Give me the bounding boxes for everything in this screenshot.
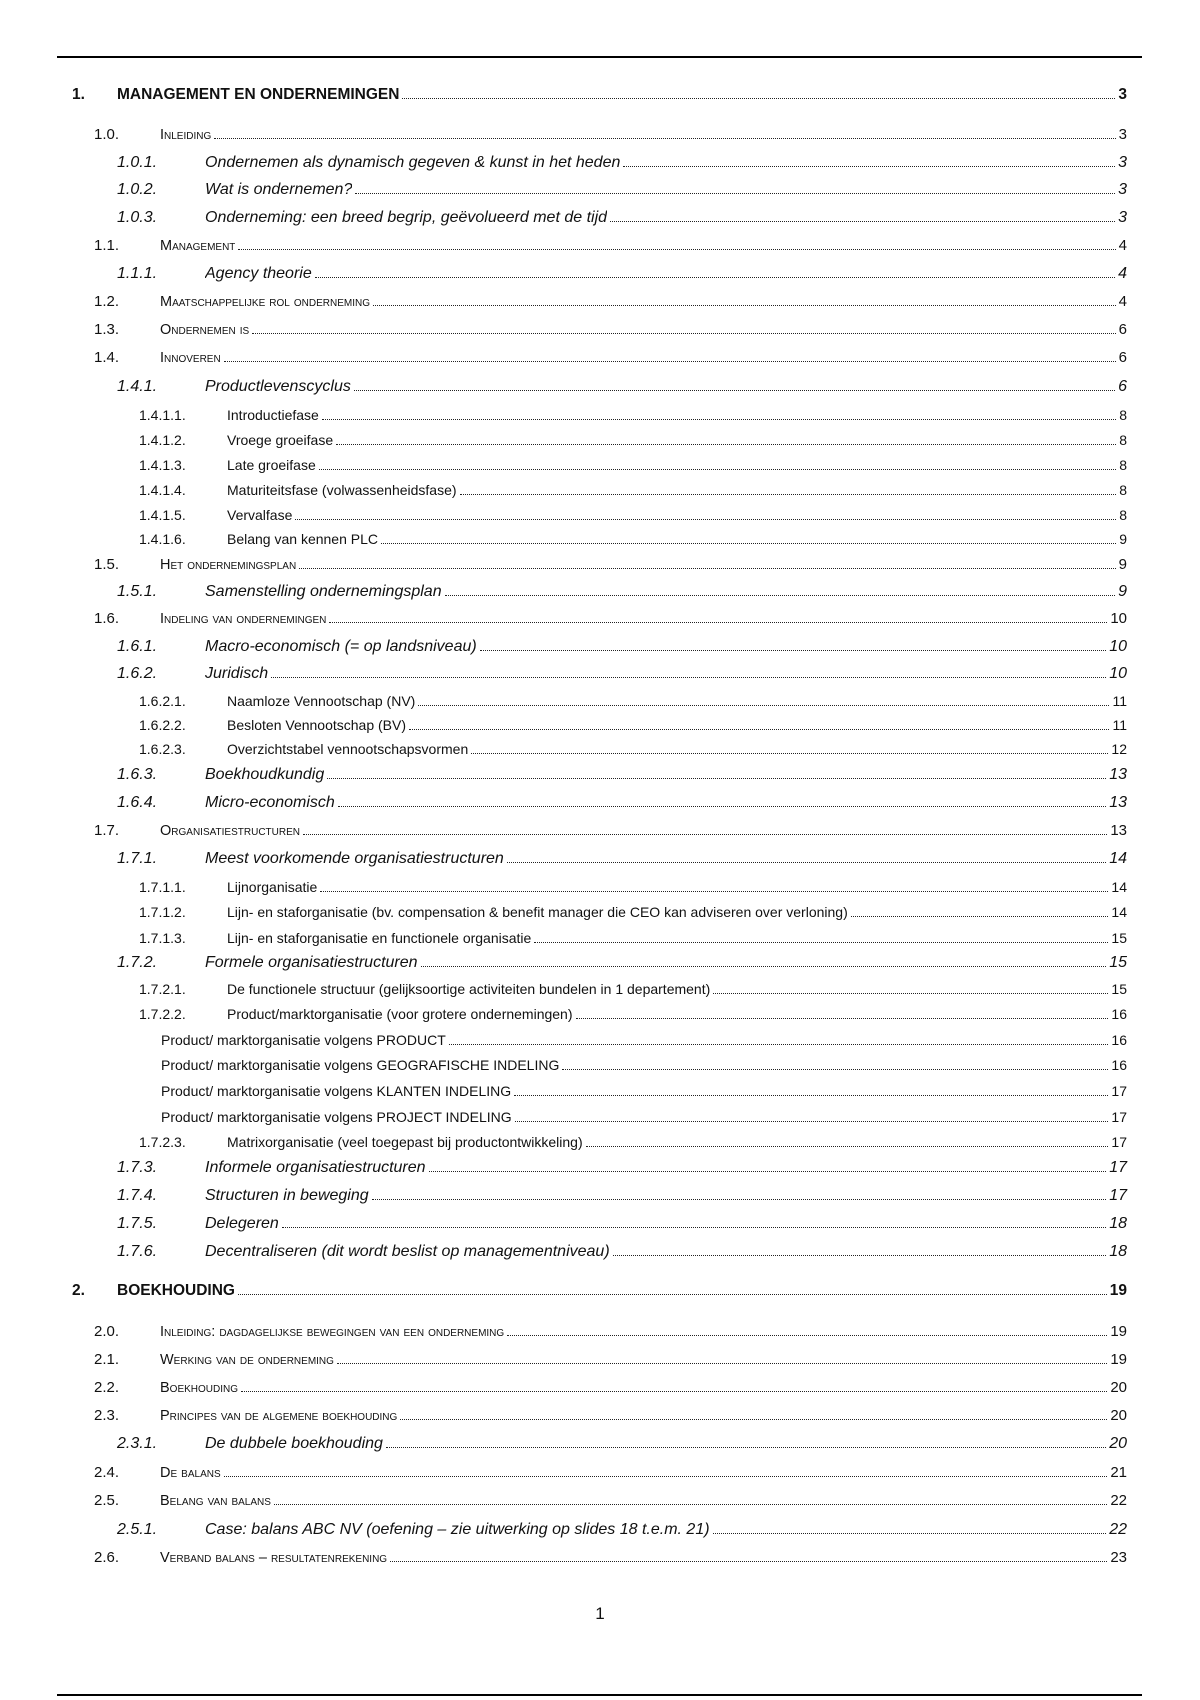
toc-entry-number: 1.7.2.1. bbox=[139, 981, 186, 997]
toc-dot-leader bbox=[214, 138, 1115, 139]
toc-dot-leader bbox=[386, 1447, 1106, 1448]
toc-entry-page: 17 bbox=[1111, 1109, 1127, 1125]
toc-entry-number: 1.5.1. bbox=[117, 583, 158, 600]
toc-entry[interactable] bbox=[72, 207, 1127, 229]
toc-entry[interactable] bbox=[72, 581, 1127, 603]
toc-entry-number: 2.6. bbox=[94, 1549, 120, 1566]
toc-entry-title: Micro-economisch bbox=[205, 794, 335, 811]
toc-entry-title: Innoveren bbox=[160, 350, 221, 366]
toc-entry-number: 1.4.1.1. bbox=[139, 407, 186, 423]
toc-entry[interactable] bbox=[72, 528, 1127, 550]
toc-entry-title: Onderneming: een breed begrip, geëvolueerd met de tijd bbox=[205, 209, 608, 226]
toc-entry[interactable] bbox=[72, 1157, 1127, 1179]
toc-entry[interactable] bbox=[72, 179, 1127, 201]
toc-entry-title: BOEKHOUDING bbox=[117, 1282, 235, 1299]
toc-entry[interactable] bbox=[72, 1349, 1127, 1371]
toc-entry-title: Product/ marktorganisatie volgens PRODUCT bbox=[161, 1032, 446, 1048]
toc-entry-page: 20 bbox=[1110, 1379, 1127, 1396]
toc-dot-leader bbox=[373, 305, 1116, 306]
toc-entry-page: 8 bbox=[1119, 407, 1127, 423]
toc-entry[interactable] bbox=[72, 636, 1127, 658]
toc-entry-title: Belang van kennen PLC bbox=[227, 531, 378, 547]
toc-entry-number: 2.5.1. bbox=[117, 1521, 158, 1538]
toc-entry-title: Juridisch bbox=[205, 665, 269, 682]
toc-entry[interactable] bbox=[72, 84, 1127, 106]
toc-entry[interactable] bbox=[72, 848, 1127, 870]
toc-entry[interactable] bbox=[72, 901, 1127, 923]
toc-entry[interactable] bbox=[72, 714, 1127, 736]
toc-entry[interactable] bbox=[72, 263, 1127, 285]
toc-entry-page: 8 bbox=[1119, 482, 1127, 498]
toc-entry-page: 4 bbox=[1118, 293, 1127, 310]
toc-dot-leader bbox=[507, 862, 1106, 863]
toc-entry[interactable] bbox=[72, 1321, 1127, 1343]
toc-dot-leader bbox=[471, 753, 1108, 754]
toc-entry-page: 18 bbox=[1109, 1215, 1127, 1232]
toc-dot-leader bbox=[515, 1121, 1109, 1122]
toc-entry-number: 1.0. bbox=[94, 126, 120, 143]
toc-entry[interactable] bbox=[72, 1185, 1127, 1207]
toc-entry-page: 9 bbox=[1118, 583, 1127, 600]
toc-entry-title: Verband balans – resultatenrekening bbox=[160, 1550, 388, 1566]
toc-dot-leader bbox=[409, 729, 1109, 730]
toc-entry-number: 1.5. bbox=[94, 556, 120, 573]
toc-entry-page: 16 bbox=[1111, 1057, 1127, 1073]
toc-dot-leader bbox=[445, 595, 1116, 596]
toc-entry-page: 8 bbox=[1119, 507, 1127, 523]
toc-entry[interactable] bbox=[72, 429, 1127, 451]
toc-entry-page: 16 bbox=[1111, 1032, 1127, 1048]
toc-entry-number: 2.3. bbox=[94, 1407, 120, 1424]
toc-entry-number: 1.6.2.2. bbox=[139, 717, 186, 733]
toc-entry-number: 1.4.1.5. bbox=[139, 507, 186, 523]
toc-entry[interactable] bbox=[72, 1106, 1127, 1128]
toc-entry[interactable] bbox=[72, 554, 1127, 576]
toc-entry[interactable] bbox=[72, 319, 1127, 341]
toc-entry-title: Principes van de algemene boekhouding bbox=[160, 1408, 398, 1424]
toc-entry-number: 1.2. bbox=[94, 293, 120, 310]
toc-entry-page: 15 bbox=[1111, 930, 1127, 946]
toc-entry-title: Lijnorganisatie bbox=[227, 879, 318, 895]
toc-entry-title: Ondernemen als dynamisch gegeven & kunst in het heden bbox=[205, 154, 621, 171]
toc-entry-page: 14 bbox=[1111, 879, 1127, 895]
toc-entry[interactable] bbox=[72, 876, 1127, 898]
toc-entry-page: 11 bbox=[1112, 717, 1127, 733]
toc-dot-leader bbox=[586, 1146, 1109, 1147]
toc-entry-number: 1.4. bbox=[94, 349, 120, 366]
toc-entry[interactable] bbox=[72, 1547, 1127, 1569]
toc-dot-leader bbox=[338, 806, 1106, 807]
toc-entry-title: Late groeifase bbox=[227, 457, 316, 473]
toc-dot-leader bbox=[372, 1199, 1107, 1200]
toc-entry-number: 2.4. bbox=[94, 1464, 120, 1481]
toc-entry-page: 6 bbox=[1118, 349, 1127, 366]
toc-entry-number: 1.0.2. bbox=[117, 181, 158, 198]
toc-entry[interactable] bbox=[72, 663, 1127, 685]
toc-dot-leader bbox=[315, 277, 1115, 278]
toc-entry[interactable] bbox=[72, 347, 1127, 369]
toc-entry-title: De dubbele boekhouding bbox=[205, 1435, 383, 1452]
toc-entry-page: 18 bbox=[1109, 1243, 1127, 1260]
toc-entry-page: 12 bbox=[1111, 741, 1127, 757]
toc-entry-page: 17 bbox=[1111, 1083, 1127, 1099]
toc-entry-number: 1.7.1. bbox=[117, 850, 158, 867]
toc-entry[interactable] bbox=[72, 1213, 1127, 1235]
toc-entry-title: Product/ marktorganisatie volgens GEOGRAFISCHE INDELING bbox=[161, 1057, 560, 1073]
toc-entry-number: 1.7. bbox=[94, 822, 120, 839]
toc-entry-title: Wat is ondernemen? bbox=[205, 181, 353, 198]
toc-dot-leader bbox=[319, 469, 1116, 470]
toc-entry-title: Boekhoudkundig bbox=[205, 766, 325, 783]
toc-dot-leader bbox=[713, 993, 1108, 994]
toc-entry-number: 1.7.4. bbox=[117, 1187, 158, 1204]
toc-entry-page: 10 bbox=[1109, 665, 1127, 682]
toc-entry-page: 17 bbox=[1109, 1187, 1127, 1204]
header-rule bbox=[57, 56, 1142, 58]
toc-entry-number: 1.0.3. bbox=[117, 209, 158, 226]
toc-dot-leader bbox=[514, 1095, 1108, 1096]
toc-entry-title: Case: balans ABC NV (oefening – zie uitwerking op slides 18 t.e.m. 21) bbox=[205, 1521, 710, 1538]
toc-dot-leader bbox=[282, 1227, 1106, 1228]
toc-entry-title: Structuren in beweging bbox=[205, 1187, 369, 1204]
toc-dot-leader bbox=[421, 966, 1107, 967]
toc-entry-page: 11 bbox=[1112, 693, 1127, 709]
toc-entry-page: 6 bbox=[1118, 321, 1127, 338]
toc-entry-number: 1.7.3. bbox=[117, 1159, 158, 1176]
toc-entry-page: 17 bbox=[1109, 1159, 1127, 1176]
toc-dot-leader bbox=[299, 568, 1115, 569]
toc-dot-leader bbox=[336, 444, 1116, 445]
toc-entry-page: 8 bbox=[1119, 457, 1127, 473]
toc-entry-title: Delegeren bbox=[205, 1215, 279, 1232]
toc-entry-title: Meest voorkomende organisatiestructuren bbox=[205, 850, 504, 867]
toc-entry-title: Organisatiestructuren bbox=[160, 823, 300, 839]
toc-dot-leader bbox=[507, 1335, 1107, 1336]
toc-dot-leader bbox=[252, 333, 1115, 334]
toc-entry-title: Macro-economisch (= op landsniveau) bbox=[205, 638, 477, 655]
toc-entry[interactable] bbox=[72, 1490, 1127, 1512]
toc-dot-leader bbox=[303, 834, 1107, 835]
toc-entry-page: 23 bbox=[1110, 1549, 1127, 1566]
toc-entry[interactable] bbox=[72, 504, 1127, 526]
toc-dot-leader bbox=[400, 1419, 1107, 1420]
toc-dot-leader bbox=[418, 705, 1109, 706]
toc-entry[interactable] bbox=[72, 291, 1127, 313]
toc-entry-number: 1.6. bbox=[94, 610, 120, 627]
toc-dot-leader bbox=[381, 543, 1116, 544]
toc-dot-leader bbox=[851, 916, 1109, 917]
toc-entry[interactable] bbox=[72, 1080, 1127, 1102]
toc-dot-leader bbox=[576, 1018, 1109, 1019]
toc-entry-page: 10 bbox=[1110, 610, 1127, 627]
toc-entry-number: 1.4.1.3. bbox=[139, 457, 186, 473]
toc-entry-page: 3 bbox=[1118, 154, 1127, 171]
toc-entry-title: Matrixorganisatie (veel toegepast bij productontwikkeling) bbox=[227, 1134, 583, 1150]
toc-entry-number: 2.1. bbox=[94, 1351, 120, 1368]
toc-entry-page: 4 bbox=[1118, 265, 1127, 282]
toc-entry[interactable] bbox=[72, 1003, 1127, 1025]
toc-entry[interactable] bbox=[72, 1029, 1127, 1051]
toc-entry-page: 8 bbox=[1119, 432, 1127, 448]
toc-entry-title: Formele organisatiestructuren bbox=[205, 954, 418, 971]
toc-entry-page: 3 bbox=[1118, 181, 1127, 198]
toc-entry[interactable] bbox=[72, 952, 1127, 974]
toc-entry-number: 1.1. bbox=[94, 237, 120, 254]
toc-entry-title: De balans bbox=[160, 1465, 221, 1481]
toc-dot-leader bbox=[623, 166, 1115, 167]
toc-entry-title: Overzichtstabel vennootschapsvormen bbox=[227, 741, 469, 757]
toc-entry-number: 1.6.3. bbox=[117, 766, 158, 783]
toc-entry[interactable] bbox=[72, 820, 1127, 842]
toc-entry-number: 1.6.2. bbox=[117, 665, 158, 682]
toc-entry-title: Ondernemen is bbox=[160, 322, 250, 338]
page-number: 1 bbox=[595, 1604, 605, 1623]
toc-entry-page: 20 bbox=[1109, 1435, 1127, 1452]
toc-entry-page: 3 bbox=[1118, 209, 1127, 226]
toc-entry-page: 14 bbox=[1111, 904, 1127, 920]
toc-entry-number: 1.6.2.3. bbox=[139, 741, 186, 757]
toc-entry-page: 10 bbox=[1109, 638, 1127, 655]
toc-entry-title: Werking van de onderneming bbox=[160, 1352, 334, 1368]
toc-entry-title: Samenstelling ondernemingsplan bbox=[205, 583, 442, 600]
toc-entry-number: 2.3.1. bbox=[117, 1435, 158, 1452]
toc-entry-number: 1.6.1. bbox=[117, 638, 158, 655]
toc-dot-leader bbox=[327, 778, 1106, 779]
toc-entry-number: 1.7.1.3. bbox=[139, 930, 186, 946]
toc-entry-page: 3 bbox=[1118, 126, 1127, 143]
toc-entry-number: 1.7.2. bbox=[117, 954, 158, 971]
toc-dot-leader bbox=[534, 942, 1108, 943]
toc-entry-title: Product/marktorganisatie (voor grotere ondernemingen) bbox=[227, 1006, 573, 1022]
toc-dot-leader bbox=[449, 1044, 1109, 1045]
toc-entry-number: 1.7.1.1. bbox=[139, 879, 186, 895]
toc-dot-leader bbox=[460, 494, 1117, 495]
toc-entry-number: 1.4.1.4. bbox=[139, 482, 186, 498]
toc-entry[interactable] bbox=[72, 1519, 1127, 1541]
toc-entry-title: Boekhouding bbox=[160, 1380, 239, 1396]
toc-entry-title: De functionele structuur (gelijksoortige activiteiten bundelen in 1 departement) bbox=[227, 981, 711, 997]
toc-entry-number: 1.7.1.2. bbox=[139, 904, 186, 920]
toc-dot-leader bbox=[337, 1363, 1107, 1364]
toc-entry-page: 22 bbox=[1109, 1521, 1127, 1538]
toc-entry[interactable] bbox=[72, 764, 1127, 786]
toc-entry-number: 2.2. bbox=[94, 1379, 120, 1396]
toc-entry-number: 2.0. bbox=[94, 1323, 120, 1340]
toc-dot-leader bbox=[355, 193, 1115, 194]
toc-entry-title: Product/ marktorganisatie volgens KLANTEN INDELING bbox=[161, 1083, 512, 1099]
toc-entry-number: 1.4.1. bbox=[117, 378, 158, 395]
toc-dot-leader bbox=[295, 519, 1116, 520]
toc-entry[interactable] bbox=[72, 1462, 1127, 1484]
toc-entry[interactable] bbox=[72, 1280, 1127, 1302]
toc-entry-title: Belang van balans bbox=[160, 1493, 271, 1509]
toc-entry[interactable] bbox=[72, 1377, 1127, 1399]
toc-entry-page: 20 bbox=[1110, 1407, 1127, 1424]
toc-entry[interactable] bbox=[72, 376, 1127, 398]
toc-dot-leader bbox=[713, 1533, 1107, 1534]
toc-entry-number: 1.4.1.6. bbox=[139, 531, 186, 547]
toc-entry[interactable] bbox=[72, 1241, 1127, 1263]
toc-entry-number: 1. bbox=[72, 86, 85, 103]
toc-dot-leader bbox=[238, 249, 1115, 250]
toc-dot-leader bbox=[613, 1255, 1107, 1256]
toc-entry-number: 1.7.5. bbox=[117, 1215, 158, 1232]
toc-dot-leader bbox=[390, 1561, 1107, 1562]
toc-entry-number: 1.1.1. bbox=[117, 265, 158, 282]
toc-entry-title: Inleiding: dagdagelijkse bewegingen van een onderneming bbox=[160, 1324, 505, 1340]
toc-entry-page: 15 bbox=[1109, 954, 1127, 971]
toc-entry-title: Besloten Vennootschap (BV) bbox=[227, 717, 407, 733]
toc-entry-title: MANAGEMENT EN ONDERNEMINGEN bbox=[117, 86, 400, 103]
toc-dot-leader bbox=[480, 650, 1107, 651]
toc-dot-leader bbox=[224, 1476, 1108, 1477]
toc-entry[interactable] bbox=[72, 479, 1127, 501]
toc-entry-title: Informele organisatiestructuren bbox=[205, 1159, 426, 1176]
toc-entry-page: 13 bbox=[1110, 822, 1127, 839]
toc-dot-leader bbox=[354, 390, 1115, 391]
toc-entry-page: 21 bbox=[1110, 1464, 1127, 1481]
toc-dot-leader bbox=[274, 1504, 1107, 1505]
toc-entry-title: Productlevenscyclus bbox=[205, 378, 351, 395]
toc-entry-title: Vervalfase bbox=[227, 507, 293, 523]
toc-entry-number: 1.7.2.3. bbox=[139, 1134, 186, 1150]
toc-entry-title: Inleiding bbox=[160, 127, 212, 143]
toc-entry-title: Product/ marktorganisatie volgens PROJECT INDELING bbox=[161, 1109, 512, 1125]
toc-entry-number: 1.4.1.2. bbox=[139, 432, 186, 448]
toc-entry-page: 6 bbox=[1118, 378, 1127, 395]
toc-dot-leader bbox=[241, 1391, 1107, 1392]
toc-entry-page: 19 bbox=[1110, 1323, 1127, 1340]
toc-entry-number: 1.3. bbox=[94, 321, 120, 338]
toc-entry-page: 13 bbox=[1109, 794, 1127, 811]
toc-entry-title: Maturiteitsfase (volwassenheidsfase) bbox=[227, 482, 457, 498]
toc-entry-page: 15 bbox=[1111, 981, 1127, 997]
toc-entry[interactable] bbox=[72, 927, 1127, 949]
toc-entry[interactable] bbox=[72, 1433, 1127, 1455]
footer-rule bbox=[57, 1694, 1142, 1696]
toc-dot-leader bbox=[402, 98, 1115, 99]
toc-entry-title: Agency theorie bbox=[205, 265, 312, 282]
toc-entry-number: 1.6.2.1. bbox=[139, 693, 186, 709]
toc-entry-page: 9 bbox=[1119, 531, 1127, 547]
toc-entry[interactable] bbox=[72, 454, 1127, 476]
toc-entry[interactable] bbox=[72, 1405, 1127, 1427]
toc-entry-number: 1.0.1. bbox=[117, 154, 158, 171]
toc-entry-title: Maatschappelijke rol onderneming bbox=[160, 294, 370, 310]
toc-entry-title: Vroege groeifase bbox=[227, 432, 334, 448]
toc-dot-leader bbox=[562, 1069, 1108, 1070]
toc-dot-leader bbox=[329, 622, 1107, 623]
toc-entry-title: Introductiefase bbox=[227, 407, 319, 423]
toc-entry-number: 1.7.6. bbox=[117, 1243, 158, 1260]
toc-entry[interactable] bbox=[72, 690, 1127, 712]
toc-entry[interactable] bbox=[72, 1131, 1127, 1153]
toc-dot-leader bbox=[610, 221, 1115, 222]
toc-entry-title: Decentraliseren (dit wordt beslist op managementniveau) bbox=[205, 1243, 610, 1260]
toc-entry-page: 17 bbox=[1111, 1134, 1127, 1150]
toc-entry-title: Naamloze Vennootschap (NV) bbox=[227, 693, 416, 709]
toc-entry-title: Het ondernemingsplan bbox=[160, 557, 297, 573]
toc-entry[interactable] bbox=[72, 152, 1127, 174]
toc-entry-page: 16 bbox=[1111, 1006, 1127, 1022]
toc-entry-page: 14 bbox=[1109, 850, 1127, 867]
toc-entry-page: 9 bbox=[1118, 556, 1127, 573]
toc-entry[interactable] bbox=[72, 1054, 1127, 1076]
toc-dot-leader bbox=[322, 419, 1116, 420]
toc-dot-leader bbox=[224, 361, 1116, 362]
toc-entry-title: Lijn- en staforganisatie (bv. compensation & benefit manager die CEO kan adviseren over verloning) bbox=[227, 904, 848, 920]
toc-entry-page: 22 bbox=[1110, 1492, 1127, 1509]
toc-entry[interactable] bbox=[72, 792, 1127, 814]
toc-entry-page: 4 bbox=[1118, 237, 1127, 254]
toc-entry-number: 1.6.4. bbox=[117, 794, 158, 811]
toc-entry-number: 2. bbox=[72, 1282, 85, 1299]
toc-entry-page: 19 bbox=[1109, 1282, 1127, 1299]
toc-dot-leader bbox=[238, 1294, 1107, 1295]
toc-entry[interactable] bbox=[72, 608, 1127, 630]
toc-entry-page: 3 bbox=[1118, 86, 1127, 103]
toc-entry-number: 2.5. bbox=[94, 1492, 120, 1509]
toc-entry-page: 19 bbox=[1110, 1351, 1127, 1368]
toc-entry-title: Management bbox=[160, 238, 236, 254]
toc-entry[interactable] bbox=[72, 404, 1127, 426]
toc-dot-leader bbox=[429, 1171, 1107, 1172]
toc-entry[interactable] bbox=[72, 235, 1127, 257]
toc-entry-title: Indeling van ondernemingen bbox=[160, 611, 327, 627]
toc-dot-leader bbox=[271, 677, 1106, 678]
toc-entry[interactable] bbox=[72, 978, 1127, 1000]
toc-entry[interactable] bbox=[72, 738, 1127, 760]
toc-entry-title: Lijn- en staforganisatie en functionele organisatie bbox=[227, 930, 532, 946]
toc-dot-leader bbox=[320, 891, 1108, 892]
toc-entry-page: 13 bbox=[1109, 766, 1127, 783]
toc-entry[interactable] bbox=[72, 124, 1127, 146]
toc-entry-number: 1.7.2.2. bbox=[139, 1006, 186, 1022]
